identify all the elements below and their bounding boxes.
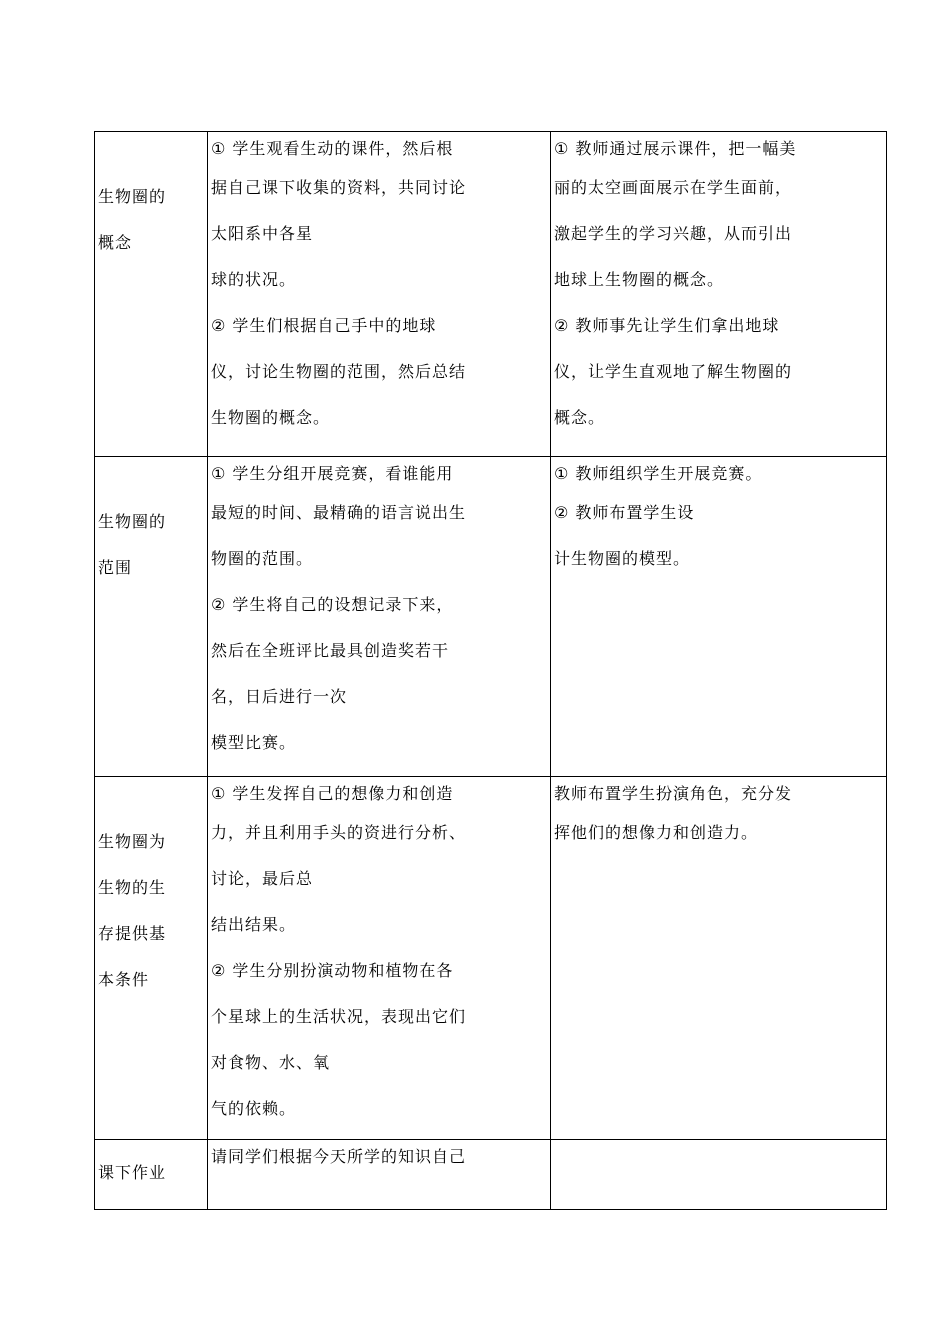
- table-row: [95, 457, 887, 777]
- topic-label-line: 本条件: [98, 970, 150, 989]
- table-row: [95, 777, 887, 1140]
- teacher-activity-line: 地球上生物圈的概念。: [554, 270, 725, 289]
- teacher-activity-line: 计生物圈的模型。: [554, 549, 691, 568]
- student-activity-cell: [208, 1140, 551, 1210]
- student-activity-line: 模型比赛。: [211, 733, 297, 752]
- student-activity-cell: [208, 132, 551, 457]
- student-activity-line: 请同学们根据今天所学的知识自己: [211, 1147, 467, 1166]
- topic-label-line: 生物圈的: [98, 512, 167, 531]
- student-activity-line: ① 学生观看生动的课件，然后根: [211, 139, 454, 158]
- topic-cell: [95, 1140, 208, 1210]
- student-activity-line: 最短的时间、最精确的语言说出生: [211, 503, 467, 522]
- teacher-activity-line: 仪，让学生直观地了解生物圈的: [554, 362, 793, 381]
- teacher-activity-line: 激起学生的学习兴趣，从而引出: [554, 224, 793, 243]
- topic-label-line: 范围: [98, 558, 133, 577]
- table-row: [95, 1140, 887, 1210]
- teacher-activity-cell: [551, 132, 887, 457]
- topic-cell: [95, 457, 208, 777]
- student-activity-line: 仪，讨论生物圈的范围，然后总结: [211, 362, 467, 381]
- teacher-activity-line: ② 教师事先让学生们拿出地球: [554, 316, 780, 335]
- student-activity-line: 结出结果。: [211, 915, 297, 934]
- student-activity-cell: [208, 777, 551, 1140]
- student-activity-line: 物圈的范围。: [211, 549, 314, 568]
- student-activity-line: 据自己课下收集的资料，共同讨论: [211, 178, 467, 197]
- topic-label-line: 存提供基: [98, 924, 167, 943]
- student-activity-line: ① 学生分组开展竞赛，看谁能用: [211, 464, 454, 483]
- teacher-activity-line: 挥他们的想像力和创造力。: [554, 823, 759, 842]
- student-activity-line: ① 学生发挥自己的想像力和创造: [211, 784, 454, 803]
- student-activity-line: 讨论，最后总: [211, 869, 314, 888]
- student-activity-line: 气的依赖。: [211, 1099, 297, 1118]
- student-activity-line: 球的状况。: [211, 270, 297, 289]
- student-activity-line: 名，日后进行一次: [211, 687, 348, 706]
- topic-label-line: 概念: [98, 233, 133, 252]
- student-activity-line: 然后在全班评比最具创造奖若干: [211, 641, 450, 660]
- topic-label-line: 生物的生: [98, 878, 167, 897]
- student-activity-line: 力，并且利用手头的资进行分析、: [211, 823, 467, 842]
- teacher-activity-line: 概念。: [554, 408, 606, 427]
- teacher-activity-line: ① 教师组织学生开展竞赛。: [554, 464, 763, 483]
- student-activity-line: 太阳系中各星: [211, 224, 314, 243]
- topic-cell: [95, 777, 208, 1140]
- lesson-table: [94, 131, 887, 1210]
- teacher-activity-cell: [551, 1140, 887, 1210]
- teacher-activity-line: 丽的太空画面展示在学生面前，: [554, 178, 793, 197]
- student-activity-line: 对食物、水、氧: [211, 1053, 331, 1072]
- student-activity-line: 个星球上的生活状况，表现出它们: [211, 1007, 467, 1026]
- student-activity-cell: [208, 457, 551, 777]
- teacher-activity-cell: [551, 457, 887, 777]
- student-activity-line: ② 学生分别扮演动物和植物在各: [211, 961, 454, 980]
- topic-label-line: 课下作业: [98, 1163, 167, 1182]
- topic-label-line: 生物圈为: [98, 832, 167, 851]
- table-row: [95, 132, 887, 457]
- student-activity-line: ② 学生将自己的设想记录下来，: [211, 595, 454, 614]
- topic-cell: [95, 132, 208, 457]
- teacher-activity-line: ① 教师通过展示课件，把一幅美: [554, 139, 797, 158]
- student-activity-line: 生物圈的概念。: [211, 408, 331, 427]
- teacher-activity-line: 教师布置学生扮演角色，充分发: [554, 784, 793, 803]
- topic-label-line: 生物圈的: [98, 187, 167, 206]
- teacher-activity-line: ② 教师布置学生设: [554, 503, 695, 522]
- teacher-activity-cell: [551, 777, 887, 1140]
- student-activity-line: ② 学生们根据自己手中的地球: [211, 316, 437, 335]
